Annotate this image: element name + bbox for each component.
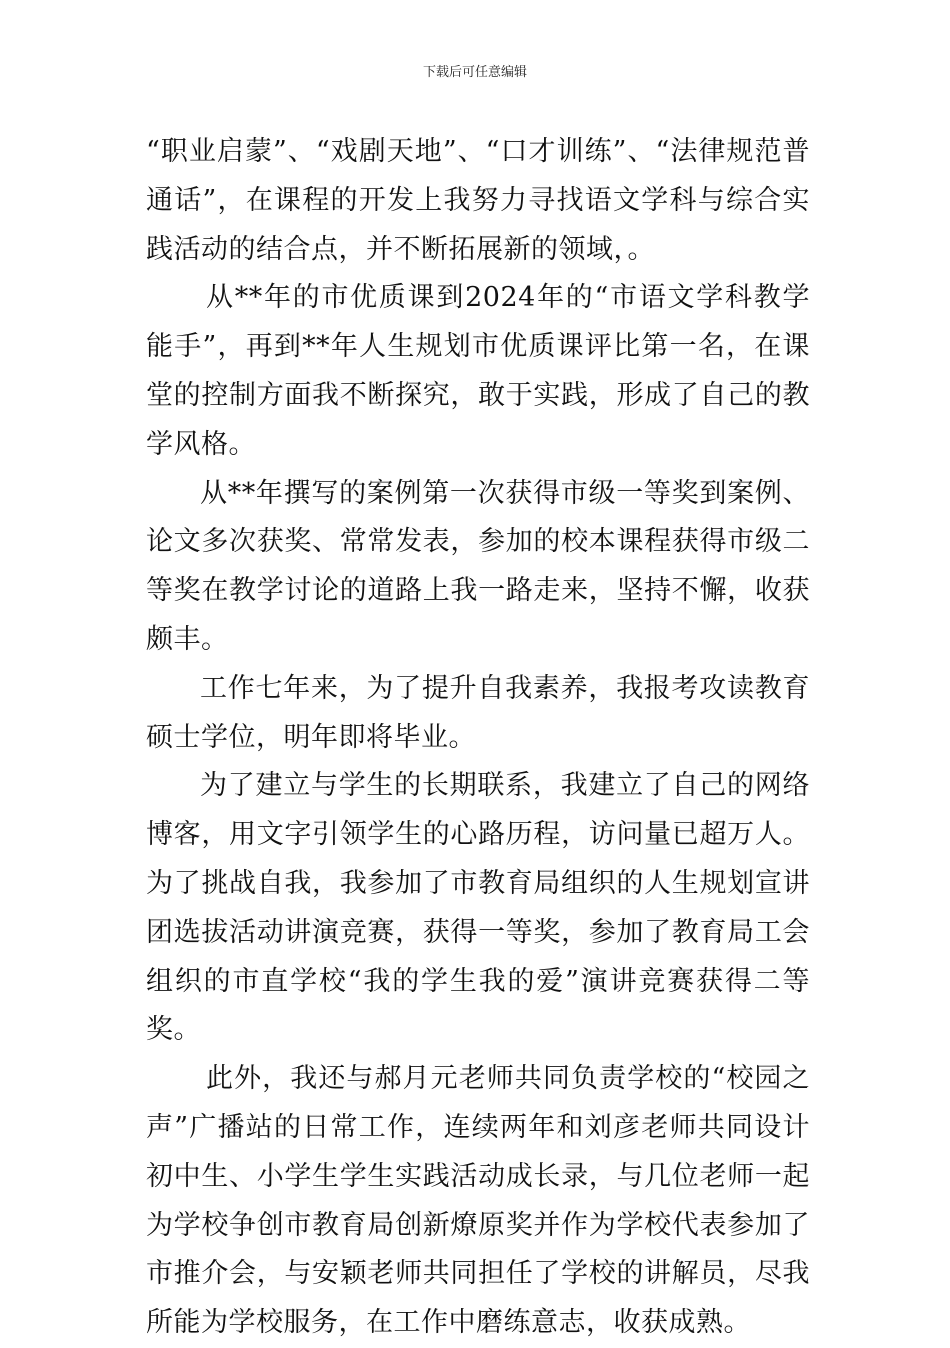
page-header: 下载后可任意编辑 <box>422 65 527 80</box>
paragraph-school-service: 此外，我还与郝月元老师共同负责学校的“校园之声”广播站的日常工作，连续两年和刘彦老师共同设计初中生、小学生学生实践活动成长录，与几位老师一起为学校争创市教育局创新燎原奖并作为学校代表参加了市推介会，与安颖老师共同担任了学校的讲解员，尽我所能为学校服务，在工作中磨练意志，收获成熟。 <box>146 1063 810 1339</box>
paragraph-masters-degree: 工作七年来，为了提升自我素养，我报考攻读教育硕士学位，明年即将毕业。 <box>146 672 810 753</box>
paragraph-blog-and-contests: 为了建立与学生的长期联系，我建立了自己的网络博客，用文字引领学生的心路历程，访问量已超万人。为了挑战自我，我参加了市教育局组织的人生规划宣讲团选拔活动讲演竞赛，获得一等奖，参加了教育局工会组织的市直学校“我的学生我的爱”演讲竞赛获得二等奖。 <box>146 770 810 1046</box>
document-body <box>146 128 810 1348</box>
paragraph-quality-courses: 从**年的市优质课到2024年的“市语文学科教学能手”，再到**年人生规划市优质课评比第一名，在课堂的控制方面我不断探究，敢于实践，形成了自己的教学风格。 <box>146 282 810 460</box>
paragraph-case-awards: 从**年撰写的案例第一次获得市级一等奖到案例、论文多次获奖、常常发表，参加的校本课程获得市级二等奖在教学讨论的道路上我一路走来，坚持不懈，收获颇丰。 <box>146 477 810 655</box>
paragraph-course-development: “职业启蒙”、“戏剧天地”、“口才训练”、“法律规范普通话”，在课程的开发上我努力寻找语文学科与综合实践活动的结合点，并不断拓展新的领域，。 <box>146 136 810 265</box>
